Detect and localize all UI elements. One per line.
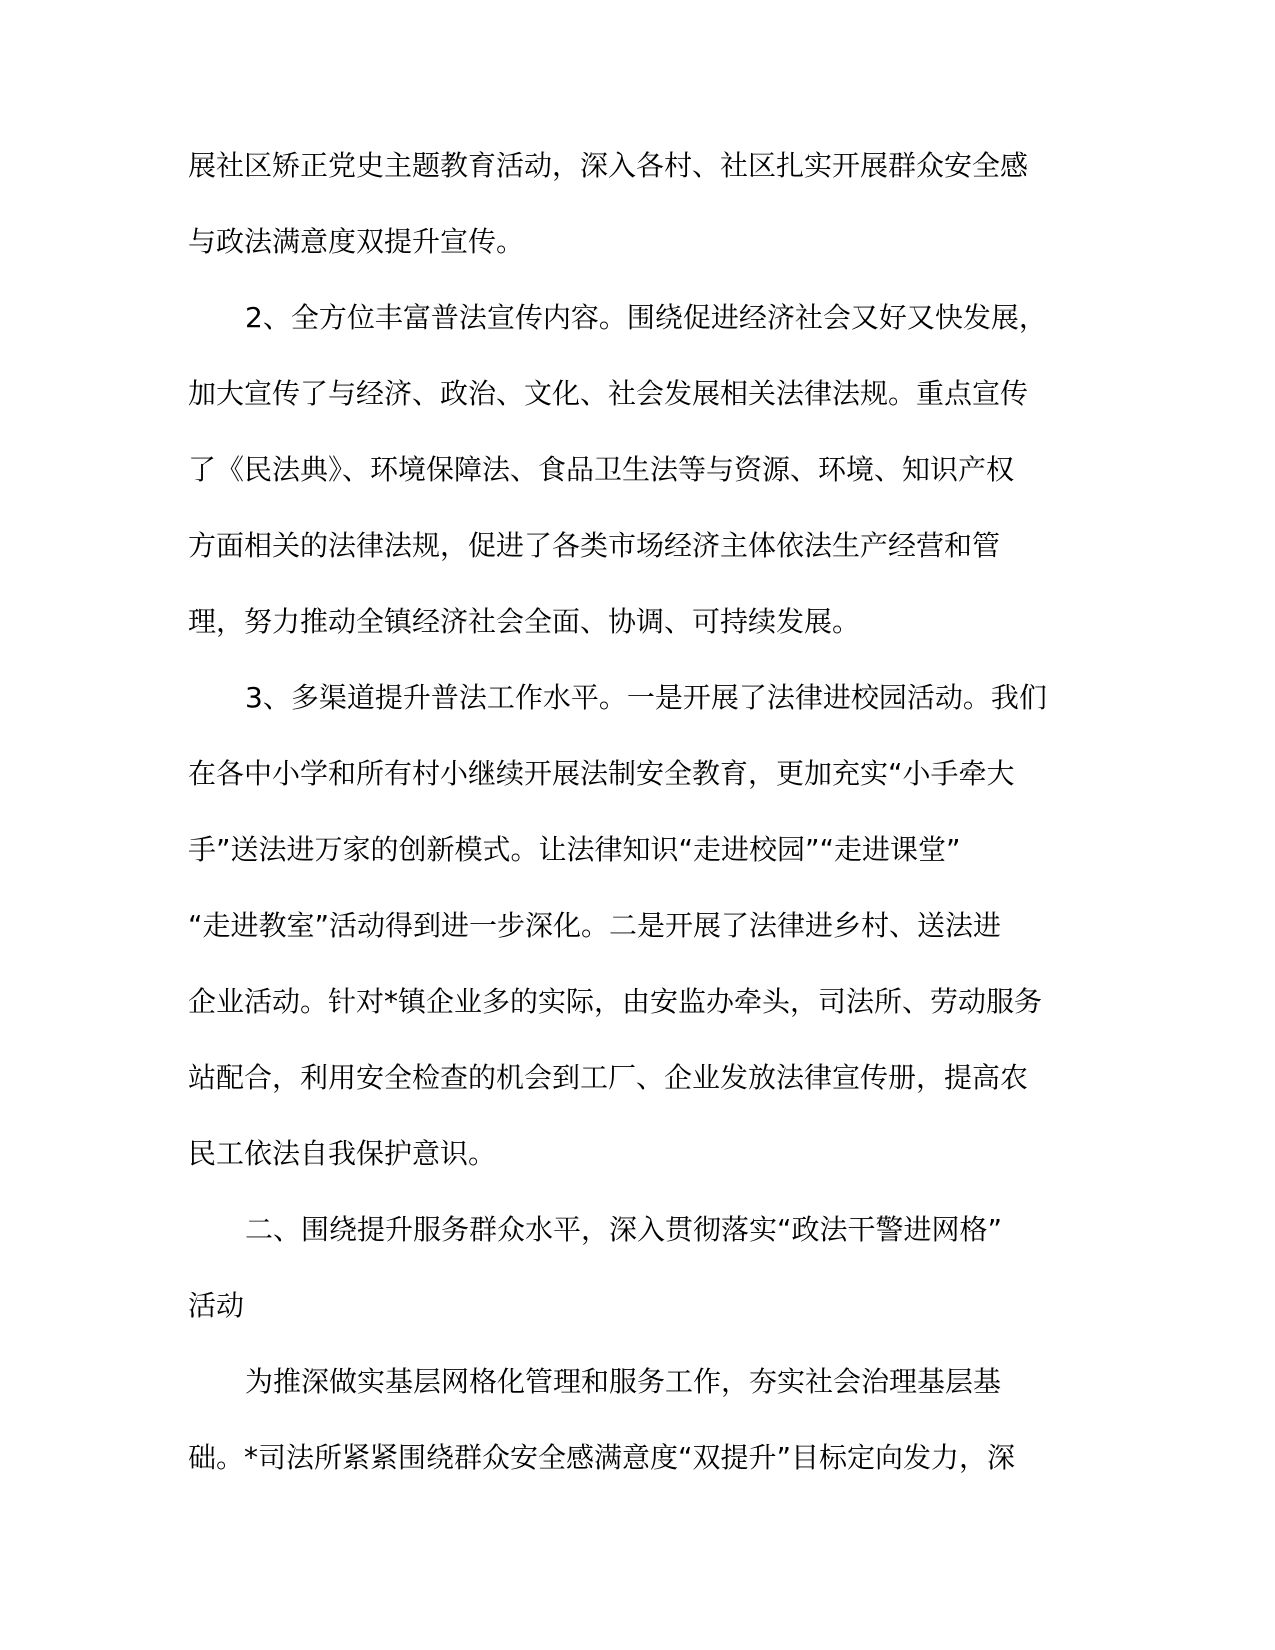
paragraph-start-line: 为推深做实基层网格化管理和服务工作，夯实社会治理基层基: [245, 1365, 1002, 1398]
text-line: 民工依法自我保护意识。: [188, 1137, 497, 1170]
text-line: 在各中小学和所有村小继续开展法制安全教育，更加充实“小手牵大: [188, 757, 1015, 790]
text-line: 加大宣传了与经济、政治、文化、社会发展相关法律法规。重点宣传: [188, 377, 1029, 410]
paragraph-start-line: 3、多渠道提升普法工作水平。一是开展了法律进校园活动。我们: [245, 681, 1047, 714]
text-line: 方面相关的法律法规，促进了各类市场经济主体依法生产经营和管: [188, 529, 1001, 562]
text-line: 手”送法进万家的创新模式。让法律知识“走进校园”“走进课堂”: [188, 833, 961, 866]
text-line: 展社区矫正党史主题教育活动，深入各村、社区扎实开展群众安全感: [188, 149, 1029, 182]
text-line: 础。*司法所紧紧围绕群众安全感满意度“双提升”目标定向发力，深: [188, 1441, 1016, 1474]
section-heading-line: 活动: [188, 1289, 245, 1322]
text-line: 企业活动。针对*镇企业多的实际，由安监办牵头，司法所、劳动服务: [188, 985, 1043, 1018]
text-line: 了《民法典》、环境保障法、食品卫生法等与资源、环境、知识产权: [188, 453, 1015, 486]
section-heading-line: 二、围绕提升服务群众水平，深入贯彻落实“政法干警进网格”: [245, 1213, 1003, 1246]
body-text: [188, 140, 1088, 1508]
text-line: “走进教室”活动得到进一步深化。二是开展了法律进乡村、送法进: [188, 909, 1002, 942]
text-line: 站配合，利用安全检查的机会到工厂、企业发放法律宣传册，提高农: [188, 1061, 1029, 1094]
paragraph-start-line: 2、全方位丰富普法宣传内容。围绕促进经济社会又好又快发展，: [245, 301, 1047, 334]
text-line: 理，努力推动全镇经济社会全面、协调、可持续发展。: [188, 605, 861, 638]
text-line: 与政法满意度双提升宣传。: [188, 225, 525, 258]
